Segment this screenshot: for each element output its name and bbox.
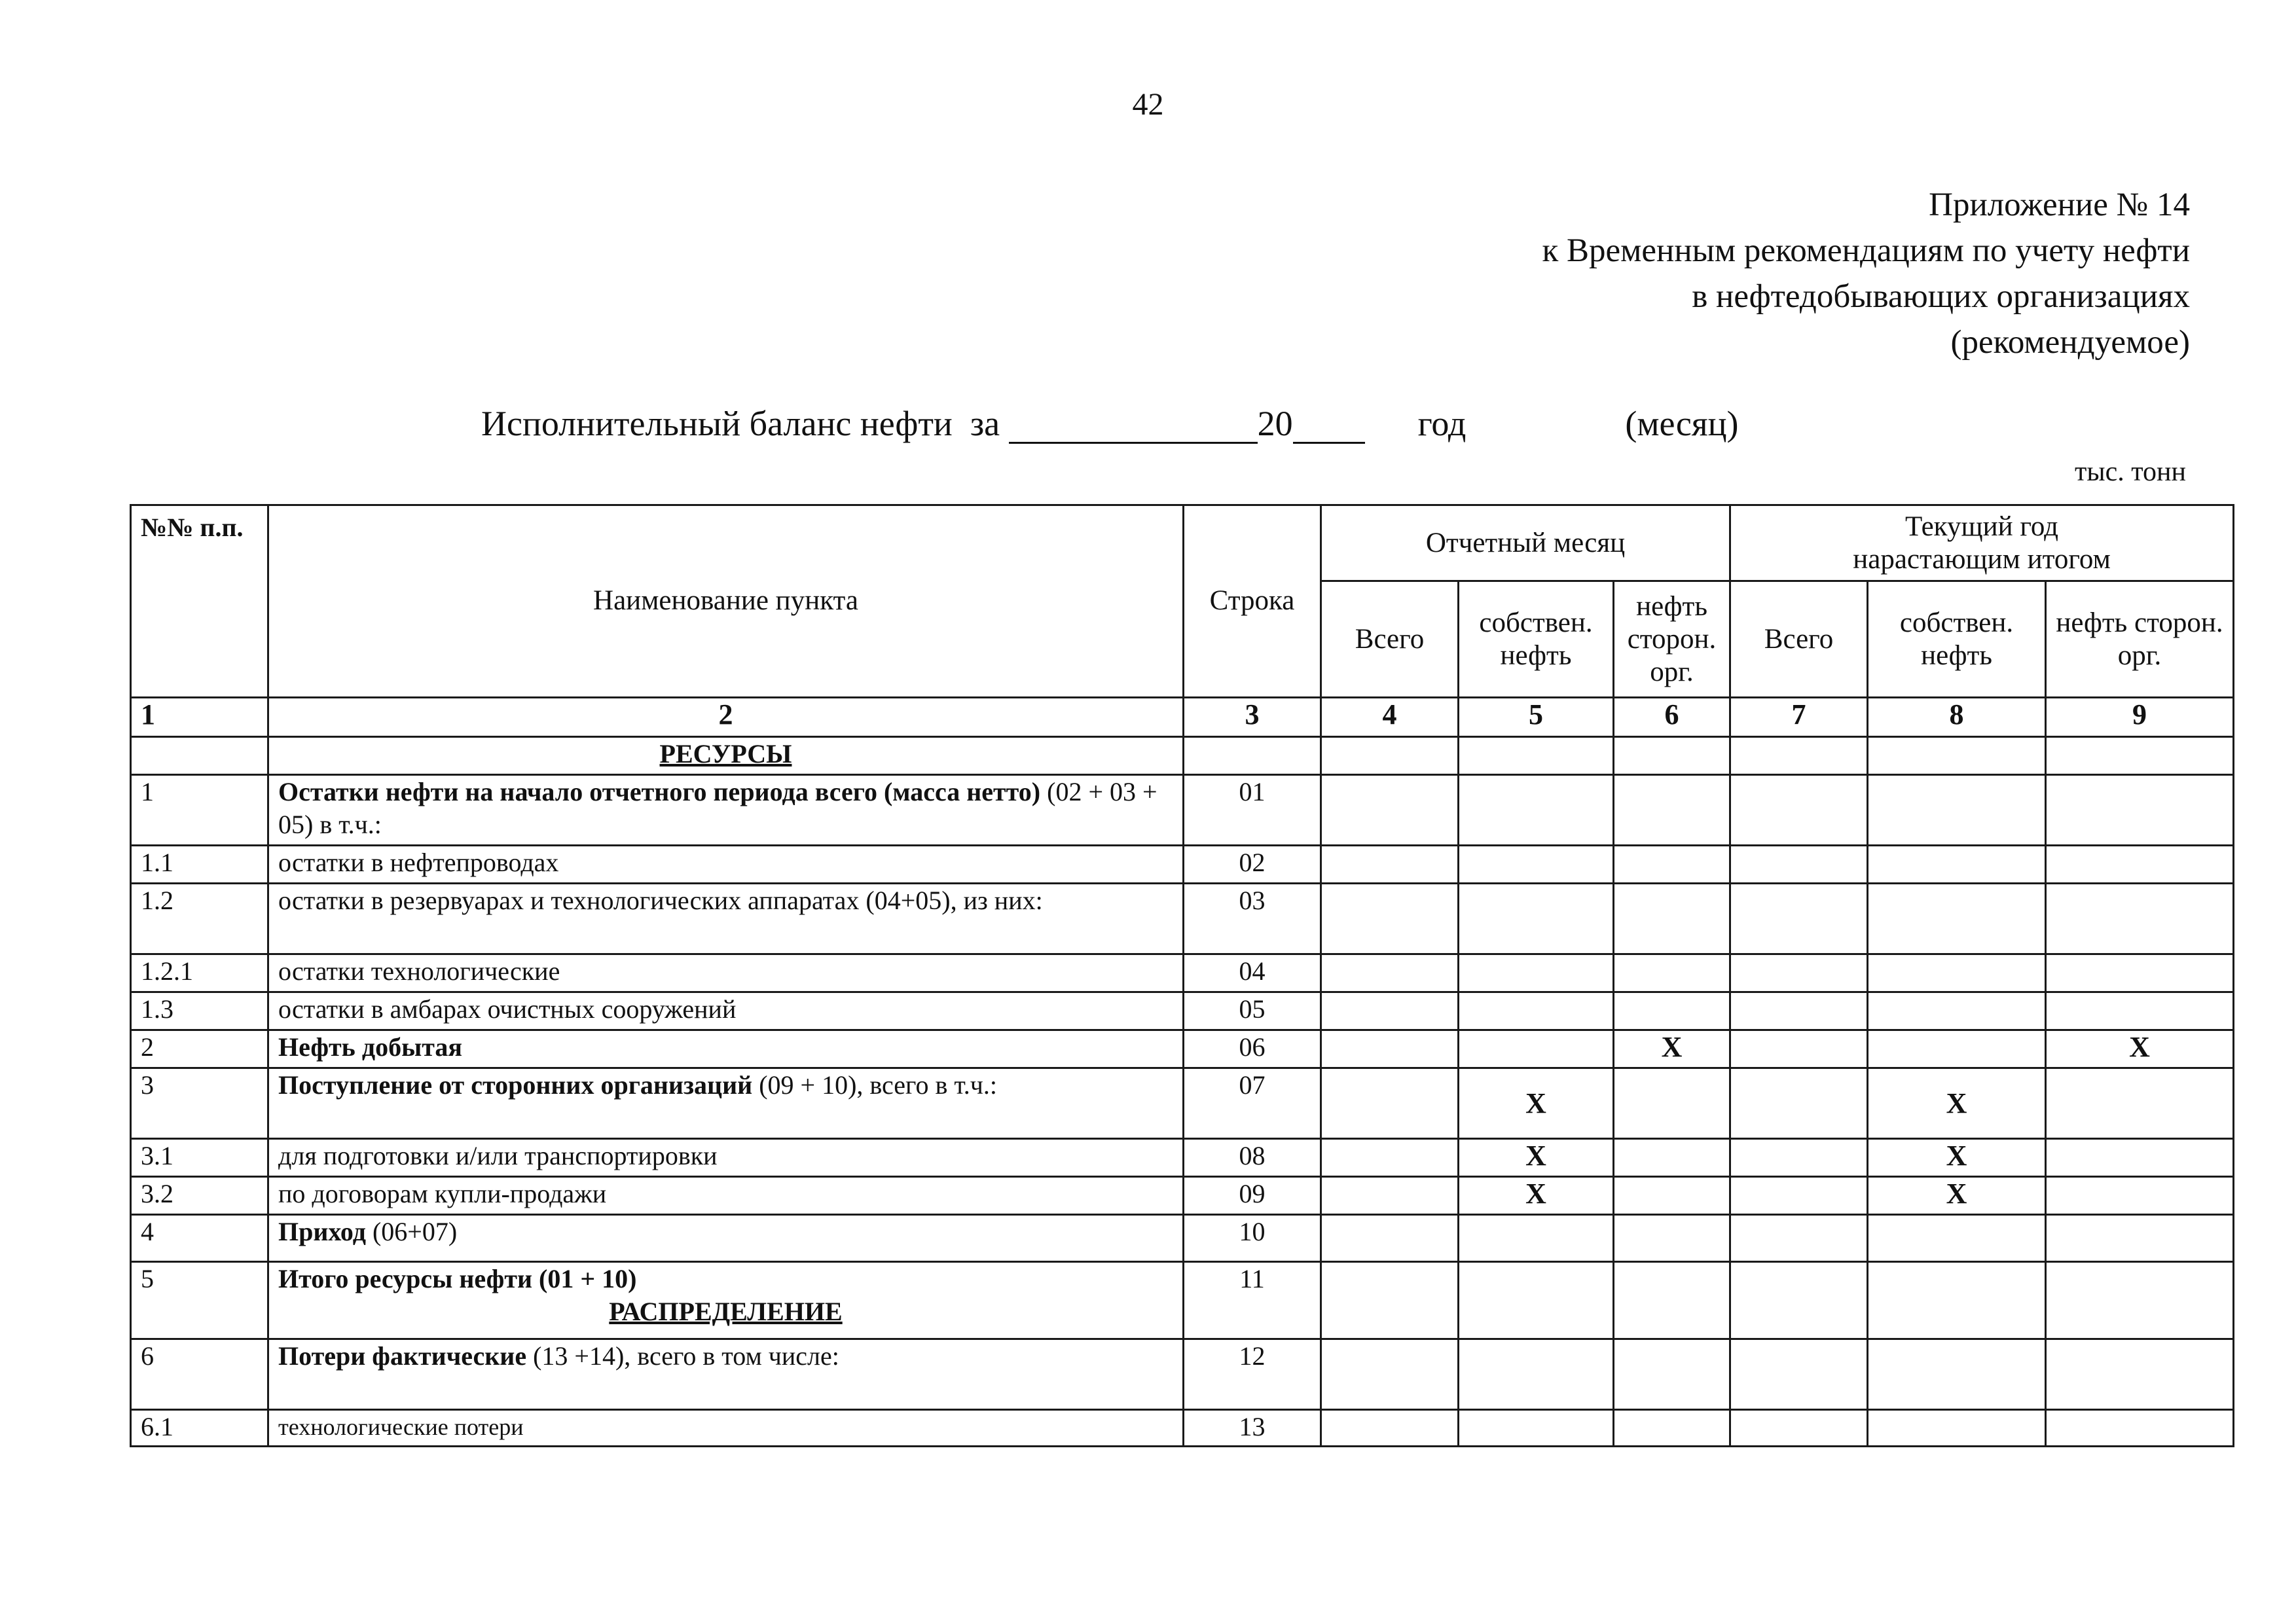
row-num: 1.1 [131,846,268,884]
cell-input[interactable] [2046,1139,2234,1177]
cell-input[interactable] [1321,1215,1459,1262]
cell-input[interactable] [1868,1030,2046,1068]
cell-input[interactable] [2046,884,2234,954]
col-number: 7 [1730,698,1868,737]
cell-input[interactable] [1868,1410,2046,1447]
col-number: 2 [268,698,1184,737]
row-num: 3 [131,1068,268,1139]
cell-input[interactable] [2046,1339,2234,1410]
cell-input[interactable] [1730,1139,1868,1177]
cell-input[interactable] [1321,884,1459,954]
cell-input[interactable] [1321,1030,1459,1068]
header-group-year-label: Текущий год нарастающим итогом [1853,511,2111,575]
row-num: 6.1 [131,1410,268,1447]
year-word: год [1417,404,1467,443]
cell-input[interactable] [1730,1215,1868,1262]
header-group-month [1321,505,1730,581]
row-name-bold: Потери фактические [278,1341,527,1371]
row-name-rest: (02 + 03 + 05) в т.ч.: [278,777,1157,839]
header-row-code: Строка [1184,505,1321,698]
cell-input[interactable] [1459,1030,1614,1068]
header-group-year [1730,505,2234,581]
row-name: остатки в амбарах очистных сооружений [268,992,1184,1030]
row-num: 1.3 [131,992,268,1030]
table-row [131,1262,2234,1339]
month-word: (месяц) [1625,404,1739,443]
table-row [131,1215,2234,1262]
page-number: 42 [1132,87,1164,122]
column-numbers-row [131,698,2234,737]
cell-input[interactable] [1730,954,1868,992]
cell-input[interactable] [2046,1068,2234,1139]
cell-input[interactable] [2046,1177,2234,1215]
table-row [131,992,2234,1030]
cell-input[interactable] [1459,846,1614,884]
cell-input[interactable] [1730,775,1868,846]
cell-input[interactable] [1321,1262,1459,1339]
cell-input[interactable] [1730,1177,1868,1215]
col-number: 8 [1868,698,2046,737]
row-code: 01 [1184,775,1321,846]
row-num: 4 [131,1215,268,1262]
row-code: 13 [1184,1410,1321,1447]
cell-x-mark: X [2046,1030,2234,1068]
appendix-line-3: в нефтедобывающих организациях [1692,278,2190,315]
cell-x-mark: X [1459,1139,1614,1177]
cell-input[interactable] [1614,846,1730,884]
header-group-month-label: Отчетный месяц [1425,527,1626,558]
cell-input[interactable] [1459,1215,1614,1262]
row-name-bold: Остатки нефти на начало отчетного периода всего (масса нетто) [278,777,1041,806]
cell-input[interactable] [2046,954,2234,992]
cell-empty [1730,737,1868,775]
header-third-year: нефть сторон. орг. [2046,581,2234,698]
cell-input[interactable] [2046,846,2234,884]
cell-input[interactable] [1459,1262,1614,1339]
cell-input[interactable] [1321,775,1459,846]
header-name: Наименование пункта [268,505,1184,698]
year-blank [1293,409,1365,444]
header-own-year: собствен. нефть [1868,581,2046,698]
cell-input[interactable] [1730,1030,1868,1068]
row-name [268,1068,1184,1139]
col-number: 5 [1459,698,1614,737]
row-code: 05 [1184,992,1321,1030]
section-row-resources [131,737,2234,775]
cell-input[interactable] [2046,1262,2234,1339]
row-name: для подготовки и/или транспортировки [268,1139,1184,1177]
cell-x-mark: X [1868,1177,2046,1215]
row-num: 1.2 [131,884,268,954]
row-name-bold: Нефть добытая [278,1032,463,1062]
period-blank [1009,409,1258,444]
row-code: 09 [1184,1177,1321,1215]
cell-input[interactable] [1730,846,1868,884]
cell-input[interactable] [1459,884,1614,954]
header-total-year: Всего [1730,581,1868,698]
header-row-1 [131,505,2234,581]
cell-input[interactable] [1321,1139,1459,1177]
cell-empty [131,737,268,775]
cell-input[interactable] [1614,992,1730,1030]
cell-input[interactable] [2046,1215,2234,1262]
row-code: 08 [1184,1139,1321,1177]
cell-input[interactable] [1321,846,1459,884]
row-name: остатки технологические [268,954,1184,992]
cell-empty [2046,737,2234,775]
row-name-rest: (13 +14), всего в том числе: [526,1341,839,1371]
cell-input[interactable] [1730,1262,1868,1339]
row-num: 5 [131,1262,268,1339]
appendix-line-2: к Временным рекомендациям по учету нефти [1542,232,2190,269]
cell-empty [1868,737,2046,775]
cell-x-mark: X [1459,1177,1614,1215]
cell-input[interactable] [2046,775,2234,846]
row-num: 2 [131,1030,268,1068]
cell-x-mark: X [1459,1068,1614,1139]
cell-input[interactable] [1614,1215,1730,1262]
row-num: 3.2 [131,1177,268,1215]
appendix-line-1: Приложение № 14 [1929,187,2190,223]
cell-x-mark: X [1614,1030,1730,1068]
appendix-header [1542,182,2190,365]
row-name-rest: (09 + 10), всего в т.ч.: [752,1070,998,1100]
row-name: технологические потери [268,1410,1184,1447]
cell-input[interactable] [1321,1177,1459,1215]
year-prefix: 20 [1257,404,1293,443]
row-name: по договорам купли-продажи [268,1177,1184,1215]
col-number: 1 [131,698,268,737]
cell-input[interactable] [1868,1215,2046,1262]
col-number: 3 [1184,698,1321,737]
cell-input[interactable] [1459,954,1614,992]
row-code: 07 [1184,1068,1321,1139]
title-prefix: Исполнительный баланс нефти за [481,404,1000,443]
cell-input[interactable] [1614,1339,1730,1410]
cell-input[interactable] [1868,1339,2046,1410]
cell-input[interactable] [1614,1139,1730,1177]
cell-input[interactable] [1321,954,1459,992]
cell-empty [1321,737,1459,775]
cell-empty [1459,737,1614,775]
row-num: 3.1 [131,1139,268,1177]
header-total-month: Всего [1321,581,1459,698]
table-row [131,884,2234,954]
document-title [481,403,1739,444]
cell-input[interactable] [1614,775,1730,846]
row-name: остатки в нефтепроводах [268,846,1184,884]
row-name-bold: Итого ресурсы нефти (01 + 10) [278,1264,637,1293]
cell-input[interactable] [1614,1068,1730,1139]
row-code: 11 [1184,1262,1321,1339]
row-name [268,1262,1184,1339]
cell-input[interactable] [1614,954,1730,992]
table-row [131,775,2234,846]
row-code: 12 [1184,1339,1321,1410]
cell-empty [1184,737,1321,775]
col-number: 6 [1614,698,1730,737]
cell-input[interactable] [1868,775,2046,846]
cell-input[interactable] [1868,954,2046,992]
row-name [268,775,1184,846]
row-name [268,1339,1184,1410]
table-row [131,1068,2234,1139]
col-number: 4 [1321,698,1459,737]
table-row [131,846,2234,884]
cell-input[interactable] [1730,1410,1868,1447]
row-name-bold: Приход [278,1217,366,1246]
cell-input[interactable] [1730,1339,1868,1410]
cell-input[interactable] [1459,992,1614,1030]
row-code: 10 [1184,1215,1321,1262]
row-num: 1.2.1 [131,954,268,992]
row-name [268,1030,1184,1068]
cell-input[interactable] [1321,1068,1459,1139]
cell-input[interactable] [1459,1410,1614,1447]
cell-input[interactable] [1730,884,1868,954]
table-row [131,1410,2234,1447]
cell-input[interactable] [1321,992,1459,1030]
row-code: 04 [1184,954,1321,992]
cell-input[interactable] [1730,1068,1868,1139]
cell-x-mark: X [1868,1068,2046,1139]
cell-x-mark: X [1868,1139,2046,1177]
section-resources: РЕСУРСЫ [268,737,1184,775]
cell-input[interactable] [1614,1410,1730,1447]
cell-input[interactable] [1459,1339,1614,1410]
cell-input[interactable] [2046,992,2234,1030]
cell-input[interactable] [1321,1410,1459,1447]
table-row [131,1177,2234,1215]
section-distribution: РАСПРЕДЕЛЕНИЕ [609,1297,843,1326]
cell-input[interactable] [1459,775,1614,846]
row-name-rest: (06+07) [365,1217,458,1246]
cell-input[interactable] [1868,846,2046,884]
appendix-line-4: (рекомендуемое) [1950,324,2190,361]
balance-table [130,504,2234,1447]
table-row [131,1139,2234,1177]
cell-input[interactable] [2046,1410,2234,1447]
header-own-month: собствен. нефть [1459,581,1614,698]
row-code: 02 [1184,846,1321,884]
header-third-month: нефть сторон. орг. [1614,581,1730,698]
cell-input[interactable] [1614,884,1730,954]
row-name-bold: Поступление от сторонних организаций [278,1070,753,1100]
table-row [131,1030,2234,1068]
table-row [131,954,2234,992]
row-num: 1 [131,775,268,846]
row-code: 06 [1184,1030,1321,1068]
cell-empty [1614,737,1730,775]
cell-input[interactable] [1730,992,1868,1030]
cell-input[interactable] [1868,992,2046,1030]
row-name: остатки в резервуарах и технологических аппаратах (04+05), из них: [268,884,1184,954]
row-num: 6 [131,1339,268,1410]
table-row [131,1339,2234,1410]
cell-input[interactable] [1321,1339,1459,1410]
cell-input[interactable] [1614,1262,1730,1339]
header-num: №№ п.п. [131,505,268,698]
row-code: 03 [1184,884,1321,954]
row-name [268,1215,1184,1262]
cell-input[interactable] [1868,1262,2046,1339]
col-number: 9 [2046,698,2234,737]
units-label: тыс. тонн [2075,457,2186,487]
cell-input[interactable] [1614,1177,1730,1215]
cell-input[interactable] [1868,884,2046,954]
